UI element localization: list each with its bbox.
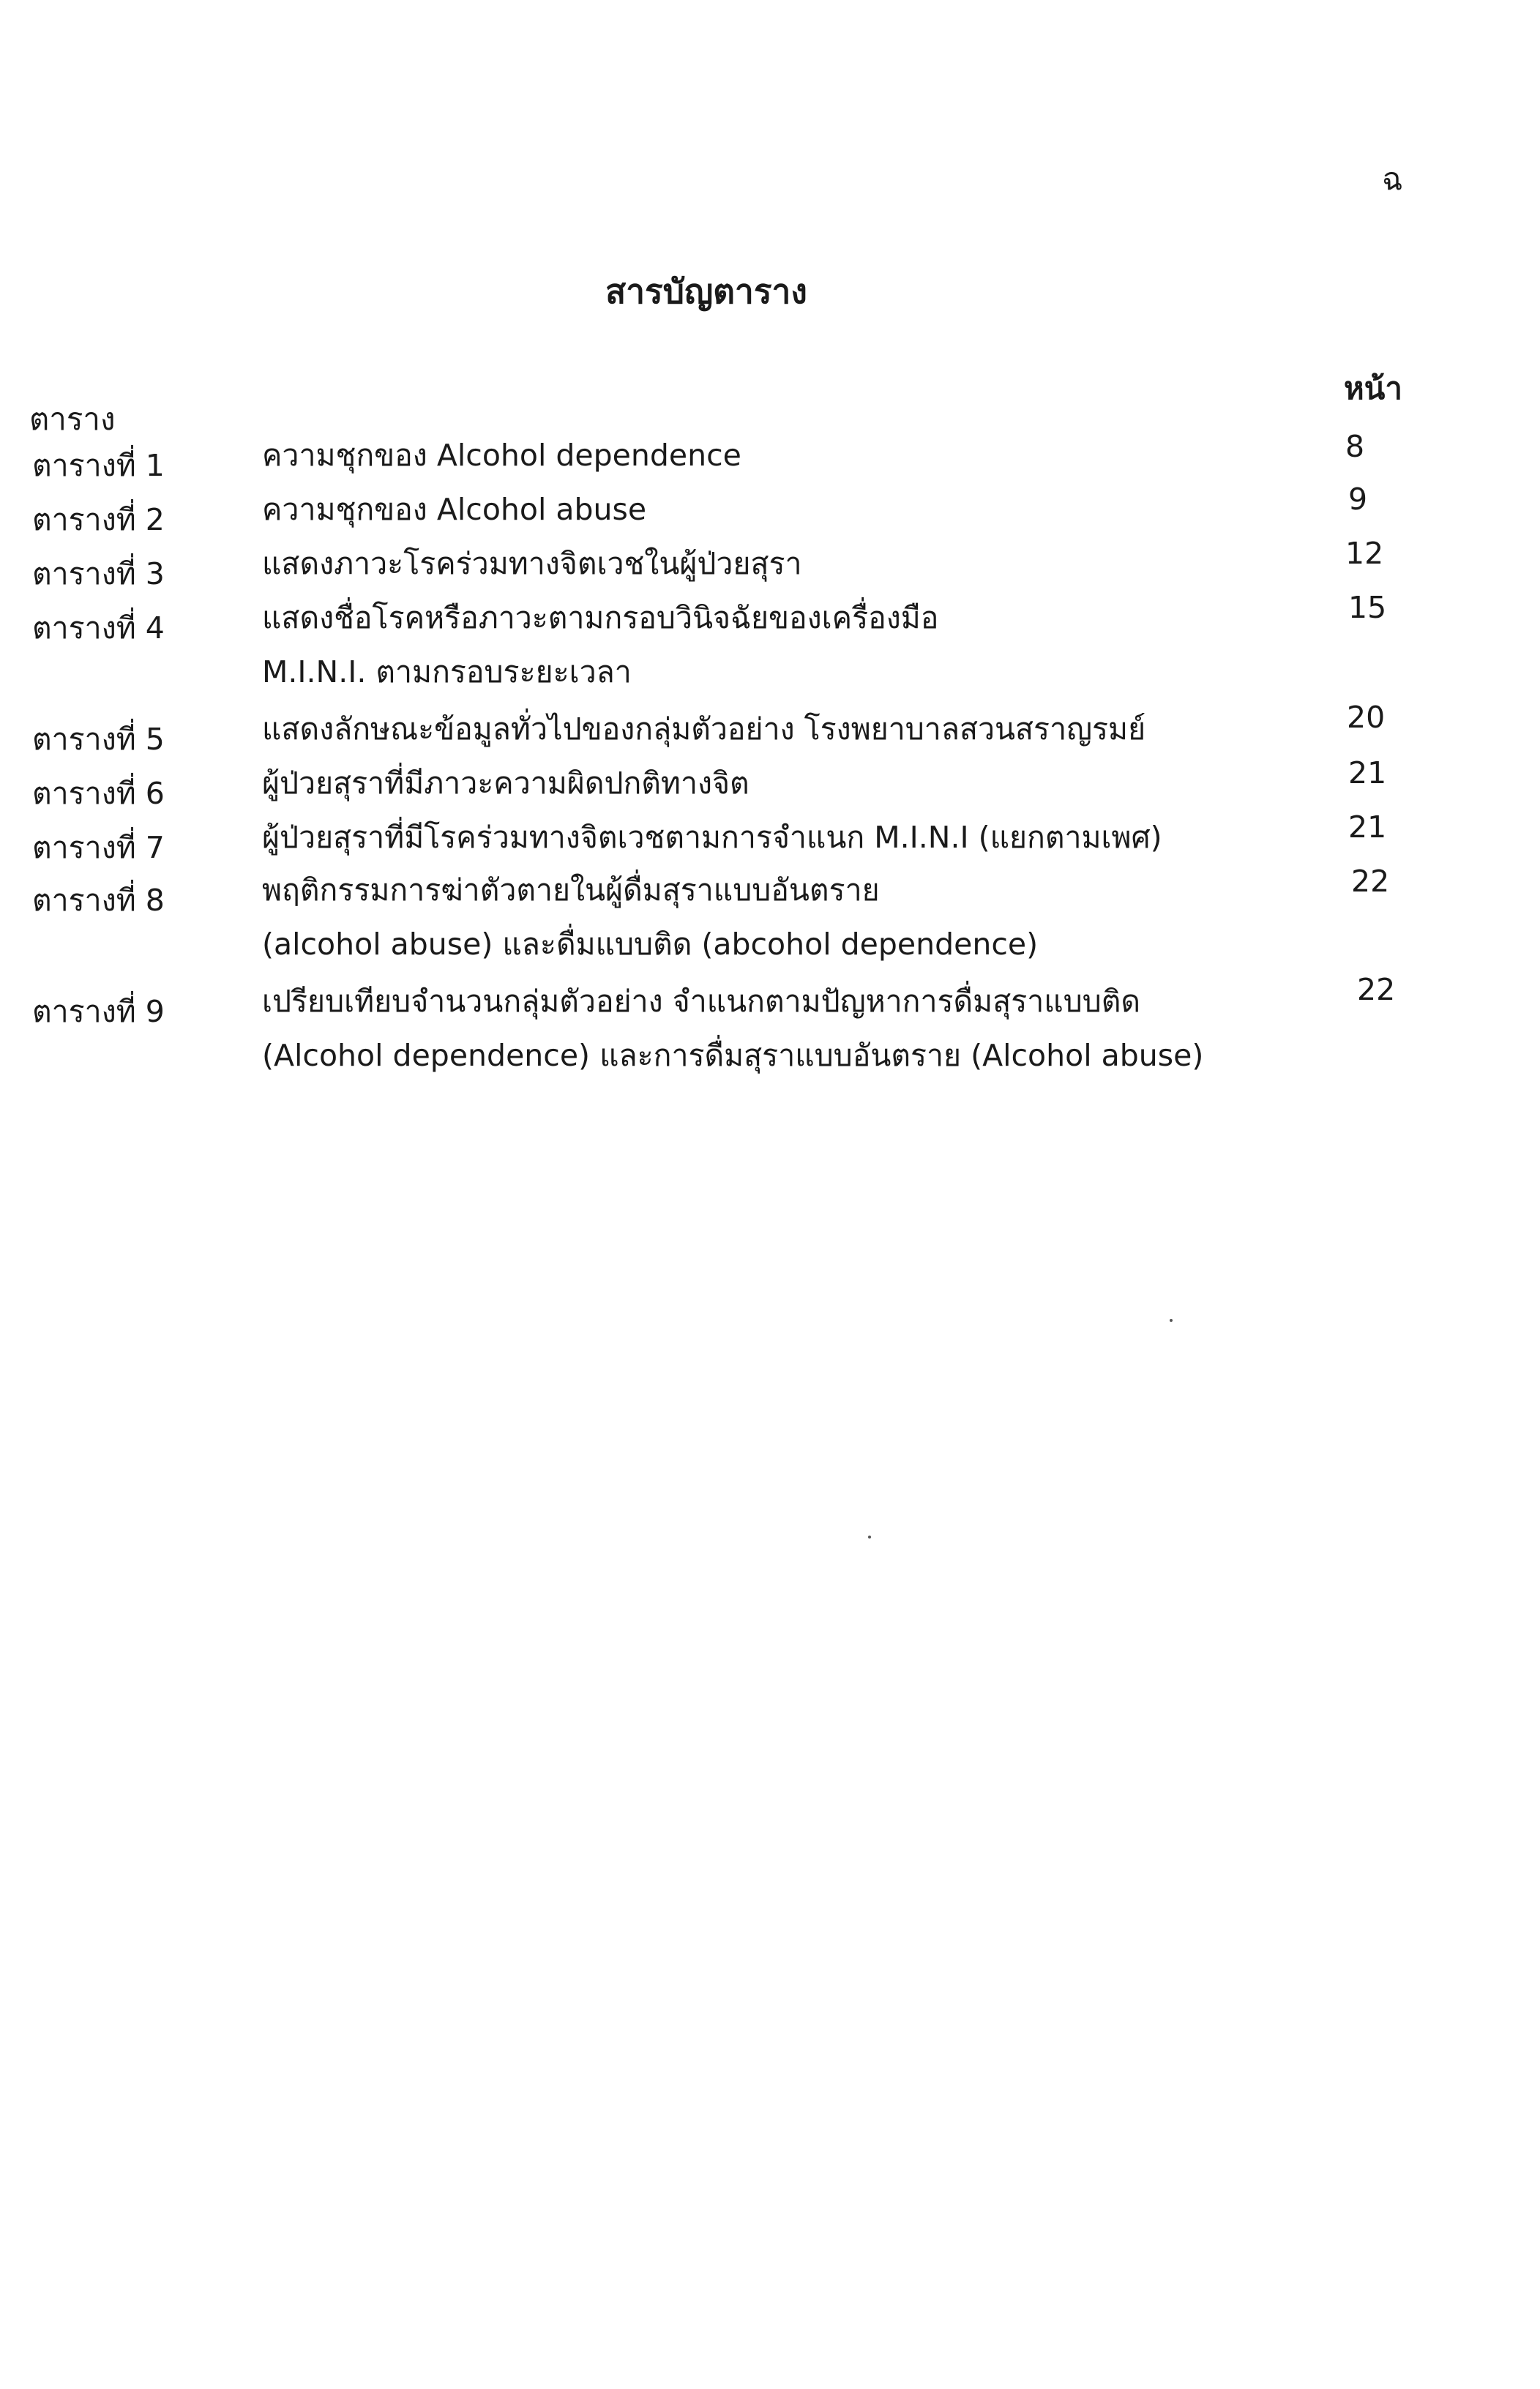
toc-entry-title-line: M.I.N.I. ตามกรอบระยะเวลา [262, 654, 632, 689]
toc-entry-page-number: 9 [1348, 482, 1368, 517]
toc-entry-title-line: ผู้ป่วยสุราที่มีโรคร่วมทางจิตเวชตามการจำแนก M.I.N.I (แยกตามเพศ) [262, 820, 1162, 855]
toc-entry-page-number: 15 [1348, 590, 1387, 625]
page-column-header: หน้า [1344, 370, 1402, 406]
scan-speck [868, 1536, 871, 1539]
toc-entry-title-line: ผู้ป่วยสุราที่มีภาวะความผิดปกติทางจิต [262, 766, 750, 801]
toc-entry-title-line: เปรียบเทียบจำนวนกลุ่มตัวอย่าง จำแนกตามปัญหาการดื่มสุราแบบติด [262, 984, 1140, 1019]
toc-entry-title-line: พฤติกรรมการฆ่าตัวตายในผู้ดื่มสุราแบบอันตราย [262, 872, 880, 908]
toc-entry-title-line: ความชุกของ Alcohol dependence [262, 438, 741, 473]
page-number: ฉ [1382, 161, 1403, 197]
toc-entry-page-number: 21 [1348, 755, 1387, 790]
toc-entry-title-line: (Alcohol dependence) และการดื่มสุราแบบอันตราย (Alcohol abuse) [262, 1038, 1204, 1073]
toc-entry-page-number: 12 [1345, 536, 1384, 571]
toc-entry-page-number: 8 [1345, 429, 1365, 464]
toc-entry-title-line: แสดงภาวะโรคร่วมทางจิตเวชในผู้ป่วยสุรา [262, 546, 802, 581]
toc-entry-label: ตารางที่ 5 [32, 722, 165, 757]
toc-entry-title-line: (alcohol abuse) และดื่มแบบติด (abcohol dependence) [262, 927, 1039, 962]
toc-entry-label: ตารางที่ 9 [32, 994, 165, 1029]
scan-speck [1170, 1319, 1173, 1322]
toc-entry-page-number: 22 [1351, 864, 1390, 899]
toc-entry-label: ตารางที่ 1 [32, 448, 165, 483]
toc-entry-page-number: 21 [1348, 810, 1387, 845]
toc-entry-page-number: 20 [1347, 700, 1386, 735]
table-column-header: ตาราง [29, 401, 116, 437]
toc-entry-page-number: 22 [1357, 972, 1396, 1007]
toc-entry-label: ตารางที่ 6 [32, 776, 165, 811]
toc-entry-title-line: แสดงชื่อโรคหรือภาวะตามกรอบวินิจฉัยของเครื่องมือ [262, 600, 939, 635]
toc-entry-label: ตารางที่ 8 [32, 883, 165, 918]
toc-entry-label: ตารางที่ 2 [32, 502, 165, 537]
page-title: สารบัญตาราง [605, 272, 807, 311]
toc-entry-label: ตารางที่ 7 [32, 830, 165, 865]
toc-entry-label: ตารางที่ 3 [32, 556, 165, 591]
toc-entry-title-line: แสดงลักษณะข้อมูลทั่วไปของกลุ่มตัวอย่าง โรงพยาบาลสวนสราญรมย์ [262, 711, 1146, 747]
toc-entry-label: ตารางที่ 4 [32, 610, 165, 646]
toc-entry-title-line: ความชุกของ Alcohol abuse [262, 492, 647, 527]
